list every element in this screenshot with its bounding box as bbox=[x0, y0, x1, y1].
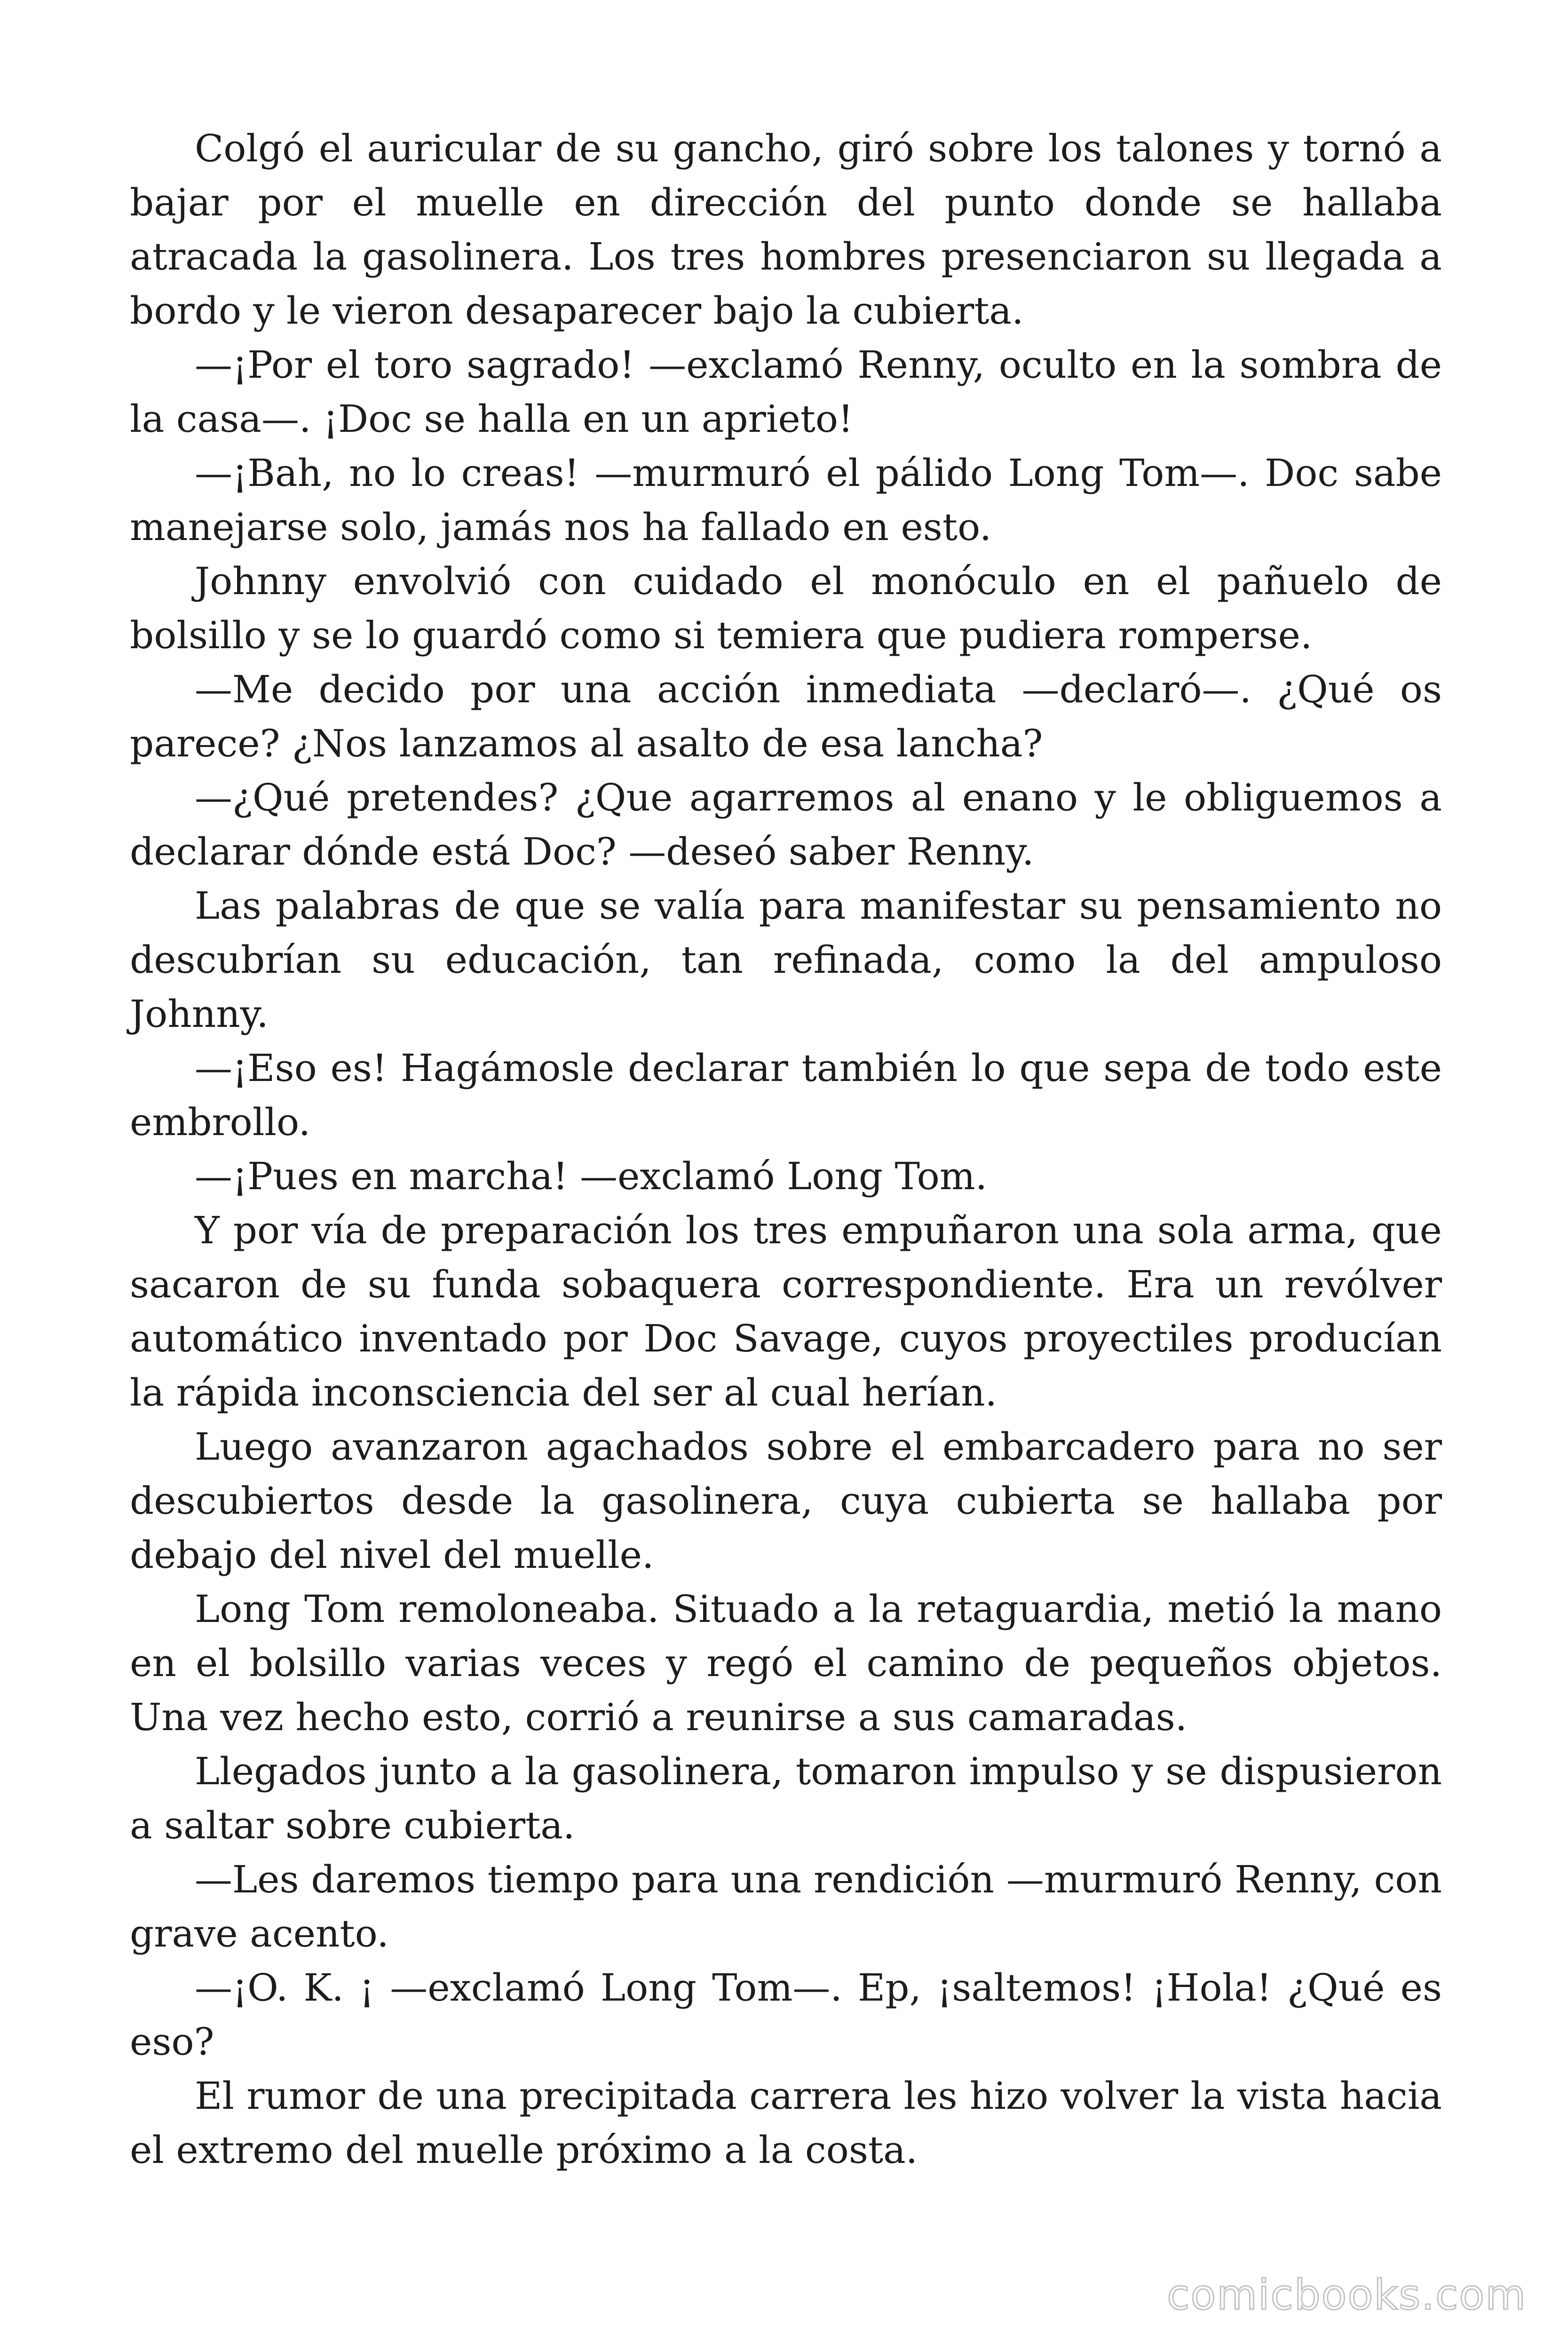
paragraph: Y por vía de preparación los tres empuñaron una sola arma, que sacaron de su funda sobaquera correspondiente. Era un revólver automático inventado por Doc Savage, cuyos proyectiles producían la rápida inconsciencia del ser al cual herían. bbox=[130, 1208, 1442, 1414]
paragraph: Johnny envolvió con cuidado el monóculo en el pañuelo de bolsillo y se lo guardó como si temiera que pudiera romperse. bbox=[130, 559, 1442, 657]
paragraph: Las palabras de que se valía para manifestar su pensamiento no descubrían su educación, tan refinada, como la del ampuloso Johnny. bbox=[130, 884, 1442, 1036]
paragraph: —¡Eso es! Hagámosle declarar también lo que sepa de todo este embrollo. bbox=[130, 1046, 1442, 1144]
paragraph: Luego avanzaron agachados sobre el embarcadero para no ser descubiertos desde la gasolinera, cuya cubierta se hallaba por debajo del nivel del muelle. bbox=[130, 1425, 1442, 1577]
paragraph: Llegados junto a la gasolinera, tomaron impulso y se dispusieron a saltar sobre cubierta. bbox=[130, 1749, 1442, 1847]
page-body-text bbox=[130, 121, 1442, 2177]
paragraph: —¡Bah, no lo creas! —murmuró el pálido Long Tom—. Doc sabe manejarse solo, jamás nos ha fallado en esto. bbox=[130, 451, 1442, 549]
paragraph: —Me decido por una acción inmediata —declaró—. ¿Qué os parece? ¿Nos lanzamos al asalto de esa lancha? bbox=[130, 667, 1442, 765]
paragraph: —¿Qué pretendes? ¿Que agarremos al enano y le obliguemos a declarar dónde está Doc? —deseó saber Renny. bbox=[130, 776, 1442, 874]
paragraph: —¡O. K. ¡ —exclamó Long Tom—. Ep, ¡saltemos! ¡Hola! ¿Qué es eso? bbox=[130, 1966, 1442, 2064]
watermark: comicbooks.com bbox=[1166, 2271, 1527, 2319]
paragraph: —Les daremos tiempo para una rendición —murmuró Renny, con grave acento. bbox=[130, 1858, 1442, 1955]
paragraph: —¡Por el toro sagrado! —exclamó Renny, oculto en la sombra de la casa—. ¡Doc se halla en un aprieto! bbox=[130, 343, 1442, 441]
paragraph: Long Tom remoloneaba. Situado a la retaguardia, metió la mano en el bolsillo varias veces y regó el camino de pequeños objetos. Una vez hecho esto, corrió a reunirse a sus camaradas. bbox=[130, 1587, 1442, 1739]
paragraph: El rumor de una precipitada carrera les hizo volver la vista hacia el extremo del muelle próximo a la costa. bbox=[130, 2074, 1442, 2172]
paragraph: Colgó el auricular de su gancho, giró sobre los talones y tornó a bajar por el muelle en dirección del punto donde se hallaba atracada la gasolinera. Los tres hombres presenciaron su llegada a bordo y le vieron desaparecer bajo la cubierta. bbox=[130, 127, 1442, 333]
paragraph: —¡Pues en marcha! —exclamó Long Tom. bbox=[195, 1154, 988, 1198]
